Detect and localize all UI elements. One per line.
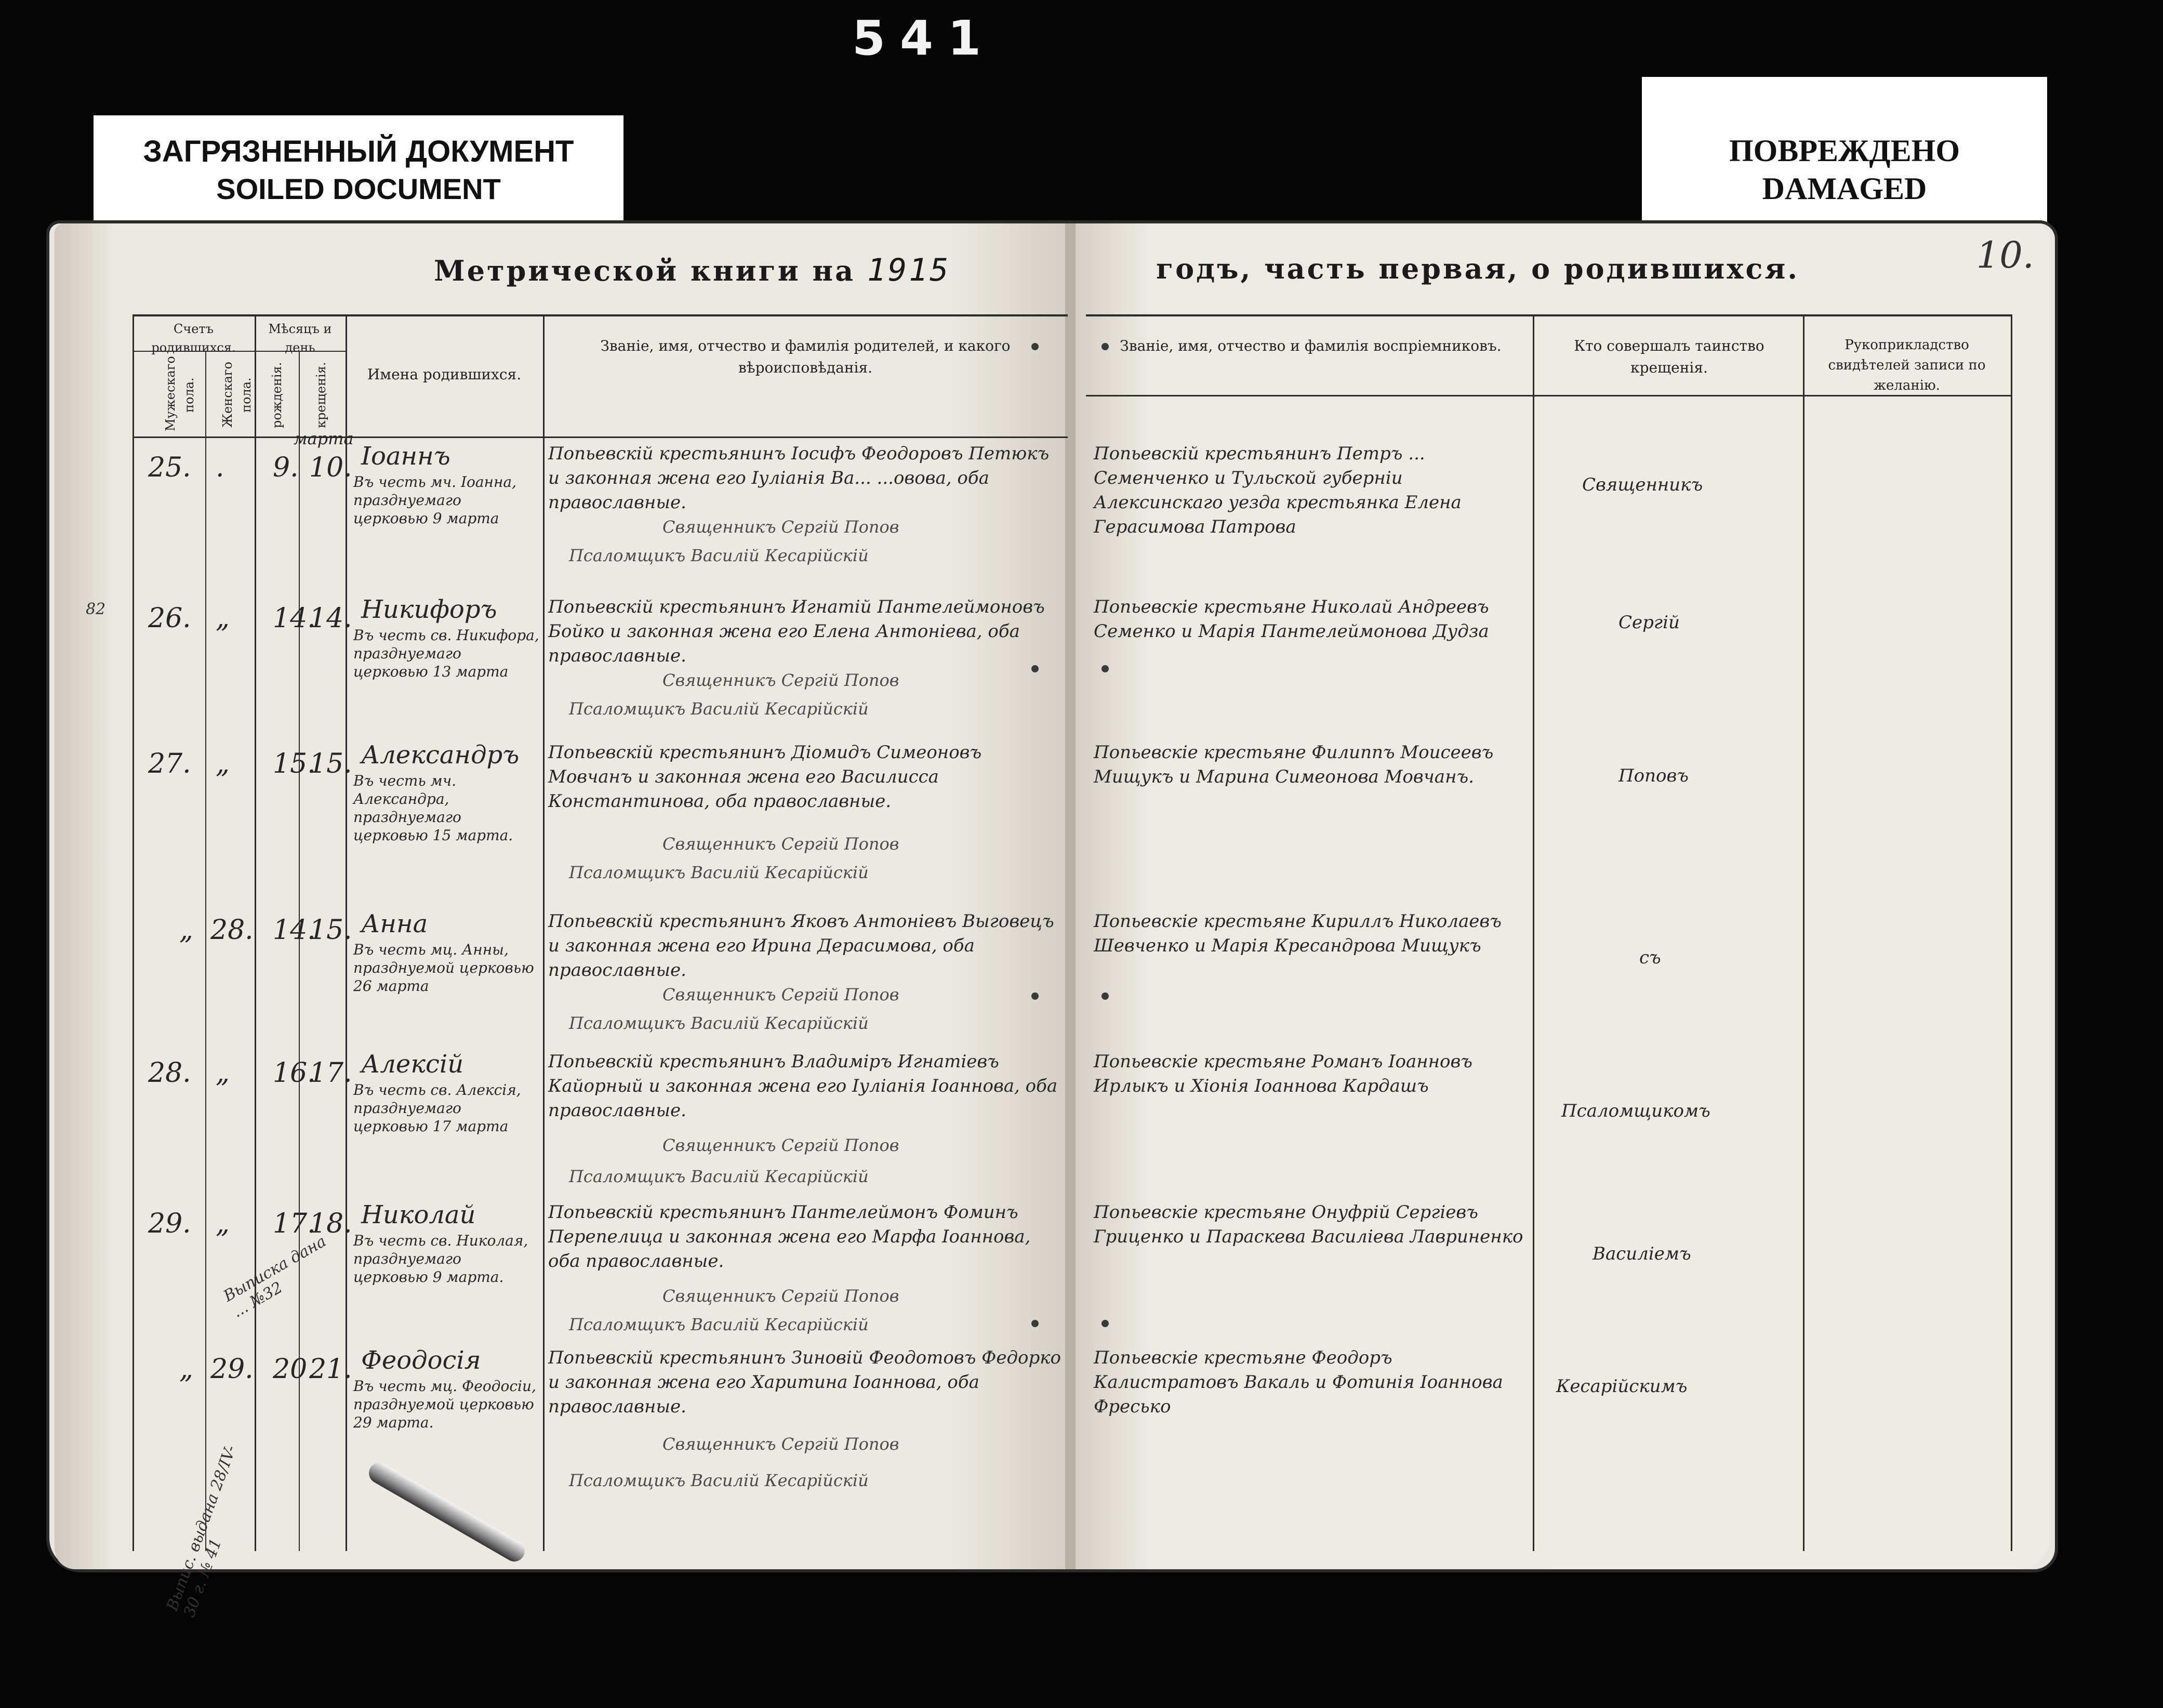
binding-hole — [1031, 665, 1039, 672]
r-col-line-2 — [1803, 314, 1804, 1551]
month-label: марта — [294, 429, 354, 448]
record-sig-psalmist: Псаломщикъ Василій Кесарійскій — [569, 1167, 869, 1186]
record-name: Феодосія — [361, 1346, 481, 1375]
record-birth-day: 14. — [273, 915, 316, 946]
title-right: годъ, часть первая, о родившихся. — [1156, 252, 1800, 285]
record-birth-day: 20. — [273, 1354, 316, 1385]
header-male: Мужескаго пола. — [163, 356, 196, 431]
record-sig-priest: Священникъ Сергій Попов — [662, 670, 899, 690]
record-birth-day: 9. — [273, 452, 299, 483]
record-female-count: . — [216, 452, 224, 483]
record-female-count: 29. — [210, 1354, 254, 1385]
header-witnesses: Рукоприкладство свидѣтелей записи по желанію. — [1828, 337, 1986, 393]
header-parents: Званіе, имя, отчество и фамилія родителей, и какого вѣроисповѣданія. — [600, 337, 1011, 376]
record-name: Анна — [361, 909, 428, 938]
header-bottom-rule — [132, 436, 1068, 438]
record-godparents: Попьевскіе крестьяне Кириллъ Николаевъ Шевченко и Марія Кресандрова Мищукъ — [1094, 911, 1502, 956]
record-parents: Попьевскій крестьянинъ Іосифъ Феодоровъ Петюкъ и законная жена его Іуліанія Ва... ...овова, оба православные. — [548, 443, 1050, 513]
header-godparents: Званіе, имя, отчество и фамилія воспріемниковъ. — [1120, 337, 1502, 354]
record-female-count: „ — [216, 748, 230, 779]
record-performed-by: Василіемъ — [1593, 1243, 1691, 1264]
r-header-top-rule — [1086, 314, 2011, 316]
record-name: Іоаннъ — [361, 442, 450, 471]
record-parents: Попьевскій крестьянинъ Діомидъ Симеоновъ Мовчанъ и законная жена его Василисса Константинова, оба православные. — [548, 742, 982, 812]
damaged-label-ru: ПОВРЕЖДЕНО — [1729, 134, 1960, 168]
record-sig-priest: Священникъ Сергій Попов — [662, 1434, 899, 1454]
record-parents: Попьевскій крестьянинъ Игнатій Пантелеймоновъ Бойко и законная жена его Елена Антоніева, оба православные. — [548, 597, 1045, 666]
record-baptism-day: 18. — [309, 1208, 352, 1239]
frame-number: 541 — [852, 10, 996, 66]
record-female-count: „ — [216, 1057, 230, 1089]
soiled-document-label — [94, 115, 623, 230]
binding-hole — [1102, 665, 1109, 672]
record-performed-by: Священникъ — [1582, 474, 1703, 495]
record-birth-day: 15. — [273, 748, 316, 779]
title-left-text: Метрической книги на — [434, 254, 856, 287]
title-year: 1915 — [867, 252, 951, 288]
record-parents: Попьевскій крестьянинъ Зиновій Феодотовъ Федорко и законная жена его Харитина Іоаннова, оба православные. — [548, 1347, 1061, 1417]
binding-hole — [1102, 1320, 1109, 1327]
record-parents: Попьевскій крестьянинъ Пантелеймонъ Фоминъ Перепелица и законная жена его Марфа Іоаннова, оба православные. — [548, 1202, 1031, 1272]
record-name: Никифоръ — [361, 595, 497, 624]
record-name: Александръ — [361, 740, 520, 770]
record-sig-psalmist: Псаломщикъ Василій Кесарійскій — [569, 1315, 869, 1334]
header-month-day: Мѣсяцъ и день — [268, 322, 332, 355]
record-godparents: Попьевскіе крестьяне Николай Андреевъ Семенко и Марія Пантелеймонова Дудза — [1094, 597, 1489, 642]
r-col-line-3 — [2011, 314, 2012, 1551]
record-margin-note: Выписка дана ... №32 — [220, 1232, 329, 1321]
col-line-5 — [543, 314, 545, 1551]
record-performed-by: Сергій — [1618, 612, 1680, 633]
record-godparents: Попьевскіе крестьяне Онуфрій Сергіевъ Гриценко и Параскева Василіева Лавриненко — [1094, 1202, 1523, 1247]
header-top-rule — [132, 314, 1068, 316]
record-name-note: Въ честь мч. Іоанна, празднуемаго церковью 9 марта — [353, 473, 517, 527]
soiled-label-en: SOILED DOCUMENT — [216, 173, 501, 205]
binding-hole — [1031, 343, 1039, 350]
record-sig-psalmist: Псаломщикъ Василій Кесарійскій — [569, 546, 869, 565]
record-godparents: Попьевскіе крестьяне Романъ Іоанновъ Ирлыкъ и Хіонія Іоаннова Кардашъ — [1094, 1051, 1472, 1096]
record-sig-psalmist: Псаломщикъ Василій Кесарійскій — [569, 1471, 869, 1490]
binding-hole — [1031, 992, 1039, 1000]
record-parents: Попьевскій крестьянинъ Владиміръ Игнатіевъ Кайорный и законная жена его Іуліанія Іоаннова, оба православные. — [548, 1051, 1058, 1121]
record-female-count: „ — [216, 1208, 230, 1239]
col-line-0 — [132, 314, 134, 1551]
record-birth-day: 17. — [273, 1208, 316, 1239]
col-line-2 — [255, 314, 256, 1551]
damaged-label — [1642, 77, 2047, 228]
record-name: Алексій — [361, 1050, 464, 1079]
record-name-note: Въ честь св. Никифора, празднуемаго церковью 13 марта — [353, 627, 539, 680]
record-female-count: „ — [216, 603, 230, 634]
record-male-count: 29. — [148, 1208, 191, 1239]
binding-hole — [1102, 343, 1109, 350]
record-male-count: 25. — [148, 452, 191, 483]
record-name-note: Въ честь мц. Анны, празднуемой церковью 26 марта — [353, 941, 534, 995]
record-sig-priest: Священникъ Сергій Попов — [662, 1135, 899, 1155]
record-male-count: 27. — [148, 748, 191, 779]
record-male-count: „ — [179, 915, 193, 946]
record-godparents: Попьевскіе крестьяне Филиппъ Моисеевъ Мищукъ и Марина Симеонова Мовчанъ. — [1094, 742, 1494, 787]
record-name-note: Въ честь св. Алексія, празднуемаго церковью 17 марта — [353, 1081, 521, 1135]
header-count: Счетъ родившихся. — [151, 322, 236, 355]
record-male-count: 26. — [148, 603, 191, 634]
record-name-note: Въ честь мц. Феодосіи, празднуемой церковью 29 марта. — [353, 1378, 536, 1431]
record-name: Николай — [361, 1200, 476, 1229]
record-baptism-day: 10. — [309, 452, 352, 483]
record-name-note: Въ честь мч. Александра, празднуемаго церковью 15 марта. — [353, 772, 513, 844]
record-birth-day: 14. — [273, 603, 316, 634]
record-baptism-day: 14. — [309, 603, 352, 634]
record-performed-by: Поповъ — [1618, 765, 1689, 786]
record-male-count: 28. — [148, 1057, 191, 1089]
damaged-label-en: DAMAGED — [1762, 171, 1927, 206]
book-spine — [1065, 223, 1076, 1569]
record-sig-priest: Священникъ Сергій Попов — [662, 1286, 899, 1306]
record-margin-note: Выпис. выдана 28/IV-30 г. № 41 — [163, 1442, 240, 1620]
record-margin-note: 82 — [86, 600, 106, 618]
binding-hole — [1102, 992, 1109, 1000]
binding-hole — [1031, 1320, 1039, 1327]
title-left — [434, 252, 950, 288]
soiled-label-ru: ЗАГРЯЗНЕННЫЙ ДОКУМЕНТ — [143, 135, 574, 168]
record-sig-priest: Священникъ Сергій Попов — [662, 834, 899, 854]
record-sig-priest: Священникъ Сергій Попов — [662, 985, 899, 1004]
record-performed-by: Псаломщикомъ — [1561, 1101, 1710, 1121]
record-name-note: Въ честь св. Николая, празднуемаго церковью 9 марта. — [353, 1232, 528, 1286]
record-sig-psalmist: Псаломщикъ Василій Кесарійскій — [569, 863, 869, 882]
record-godparents: Попьевскіе крестьяне Феодоръ Калистратовъ Вакаль и Фотинія Іоаннова Фресько — [1094, 1347, 1503, 1417]
record-parents: Попьевскій крестьянинъ Яковъ Антоніевъ Выговецъ и законная жена его Ирина Дерасимова, оба православные. — [548, 911, 1054, 981]
record-performed-by: съ — [1639, 947, 1661, 968]
record-sig-priest: Священникъ Сергій Попов — [662, 517, 899, 537]
record-birth-day: 16. — [273, 1057, 316, 1089]
record-sig-psalmist: Псаломщикъ Василій Кесарійскій — [569, 699, 869, 719]
record-baptism-day: 15. — [309, 748, 352, 779]
col-line-1 — [205, 351, 206, 1551]
header-performed-by: Кто совершалъ таинство крещенія. — [1574, 337, 1764, 376]
header-names: Имена родившихся. — [367, 366, 522, 383]
record-performed-by: Кесарійскимъ — [1556, 1376, 1688, 1397]
record-female-count: 28. — [210, 915, 254, 946]
register-book — [49, 223, 2055, 1620]
page-number: 10. — [1976, 234, 2034, 276]
header-female: Женскаго пола. — [220, 362, 254, 428]
record-baptism-day: 15. — [309, 915, 352, 946]
r-col-line-1 — [1533, 314, 1534, 1551]
record-godparents: Попьевскій крестьянинъ Петръ ... Семенченко и Тульской губерніи Алексинскаго уезда крестьянка Елена Герасимова Патрова — [1094, 443, 1462, 537]
header-birth: рожденія. — [270, 362, 284, 428]
record-baptism-day: 17. — [309, 1057, 352, 1089]
record-baptism-day: 21. — [309, 1354, 352, 1385]
record-sig-psalmist: Псаломщикъ Василій Кесарійскій — [569, 1013, 869, 1033]
record-male-count: „ — [179, 1354, 193, 1385]
header-baptism: крещенія. — [314, 362, 328, 428]
